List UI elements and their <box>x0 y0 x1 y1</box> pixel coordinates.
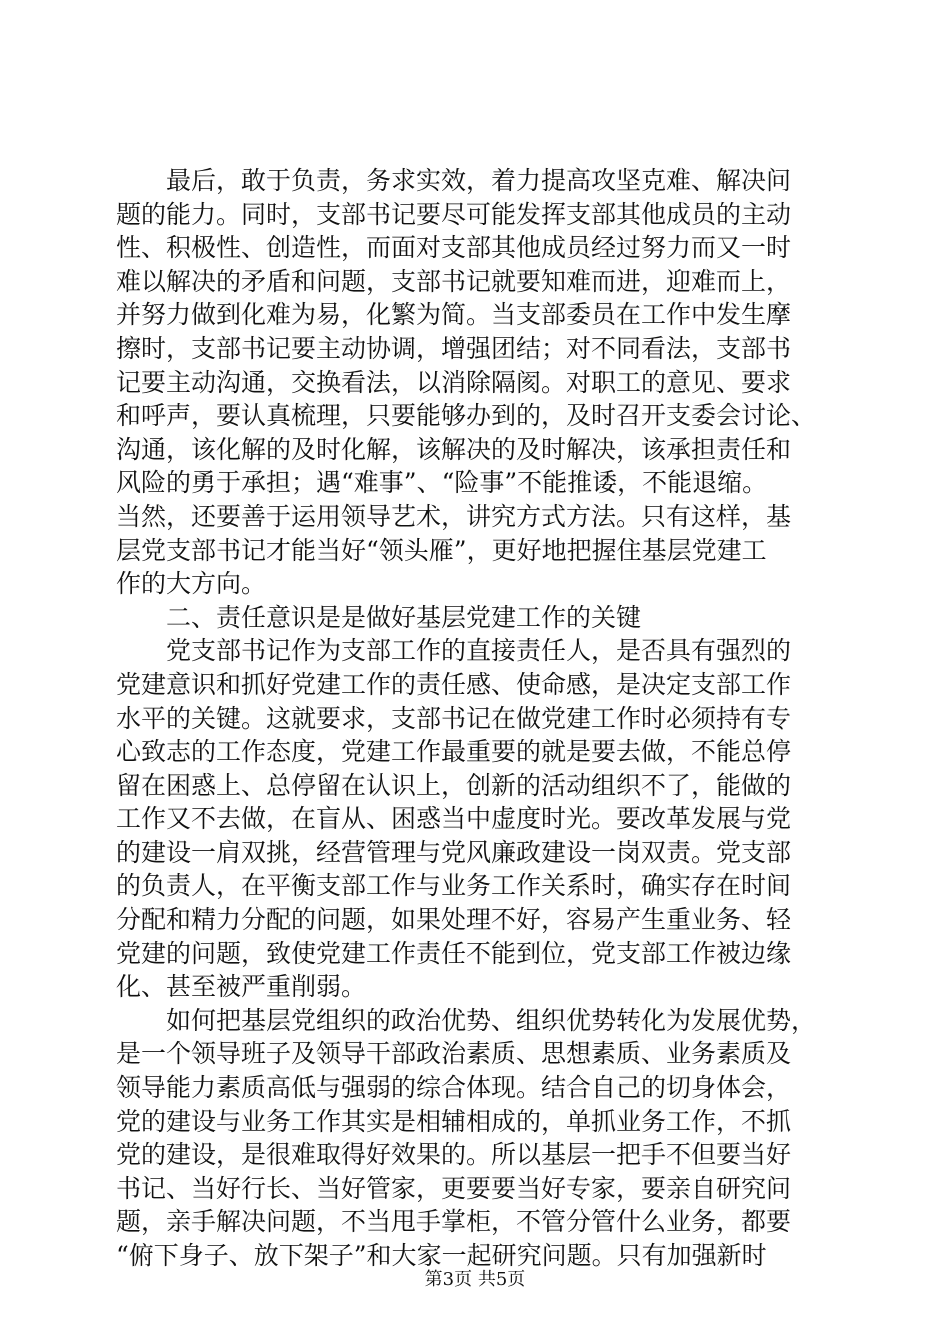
text-line: 题，亲手解决问题，不当甩手掌柜，不管分管什么业务，都要 <box>116 1207 792 1237</box>
section-heading: 二、责任意识是是做好基层党建工作的关键 <box>116 602 642 632</box>
text-line: 难以解决的矛盾和问题，支部书记就要知难而进，迎难而上， <box>116 266 792 296</box>
text-line: 分配和精力分配的问题，如果处理不好，容易产生重业务、轻 <box>116 905 792 935</box>
text-line: 风险的勇于承担；遇“难事”、“险事”不能推诿，不能退缩。 <box>116 468 768 498</box>
text-line: 领导能力素质高低与强弱的综合体现。结合自己的切身体会， <box>116 1073 792 1103</box>
text-line: 记要主动沟通，交换看法，以消除隔阂。对职工的意见、要求 <box>116 367 792 397</box>
text-line: 是一个领导班子及领导干部政治素质、思想素质、业务素质及 <box>116 1039 792 1069</box>
text-line: 党的建设，是很难取得好效果的。所以基层一把手不但要当好 <box>116 1140 792 1170</box>
page-footer: 第3页 共5页 <box>424 1269 526 1290</box>
text-line: 党支部书记作为支部工作的直接责任人，是否具有强烈的 <box>116 636 792 666</box>
text-line: 书记、当好行长、当好管家，更要要当好专家，要亲自研究问 <box>116 1173 792 1203</box>
text-line: 擦时，支部书记要主动协调，增强团结；对不同看法，支部书 <box>116 333 792 363</box>
text-line: 留在困惑上、总停留在认识上，创新的活动组织不了，能做的 <box>116 770 792 800</box>
text-line: 水平的关键。这就要求，支部书记在做党建工作时必须持有专 <box>116 703 792 733</box>
text-line: 题的能力。同时，支部书记要尽可能发挥支部其他成员的主动 <box>116 199 792 229</box>
text-line: 工作又不去做，在盲从、困惑当中虚度时光。要改革发展与党 <box>116 804 792 834</box>
text-line: 最后，敢于负责，务求实效，着力提高攻坚克难、解决问 <box>116 166 792 195</box>
text-line: 性、积极性、创造性，而面对支部其他成员经过努力而又一时 <box>116 233 792 263</box>
text-line: 的负责人，在平衡支部工作与业务工作关系时，确实存在时间 <box>116 871 792 901</box>
text-line: 化、甚至被严重削弱。 <box>116 972 367 1002</box>
text-line: 沟通，该化解的及时化解，该解决的及时解决，该承担责任和 <box>116 434 792 464</box>
text-line: 党建意识和抓好党建工作的责任感、使命感，是决定支部工作 <box>116 669 792 699</box>
text-line: 党的建设与业务工作其实是相辅相成的，单抓业务工作，不抓 <box>116 1106 792 1136</box>
text-line: 和呼声，要认真梳理，只要能够办到的，及时召开支委会讨论、 <box>116 401 817 431</box>
text-line: 层党支部书记才能当好“领头雁”，更好地把握住基层党建工 <box>116 535 767 565</box>
document-body <box>116 164 840 1273</box>
text-line: 当然，还要善于运用领导艺术，讲究方式方法。只有这样，基 <box>116 501 792 531</box>
text-line: 的建设一肩双挑，经营管理与党风廉政建设一岗双责。党支部 <box>116 837 792 867</box>
text-line: “俯下身子、放下架子”和大家一起研究问题。只有加强新时 <box>116 1241 767 1270</box>
text-line: 党建的问题，致使党建工作责任不能到位，党支部工作被边缘 <box>116 938 792 968</box>
text-line: 心致志的工作态度，党建工作最重要的就是要去做，不能总停 <box>116 737 792 767</box>
text-line: 如何把基层党组织的政治优势、组织优势转化为发展优势， <box>116 1005 817 1035</box>
text-line: 作的大方向。 <box>116 569 267 599</box>
text-line: 并努力做到化难为易，化繁为简。当支部委员在工作中发生摩 <box>116 300 792 330</box>
